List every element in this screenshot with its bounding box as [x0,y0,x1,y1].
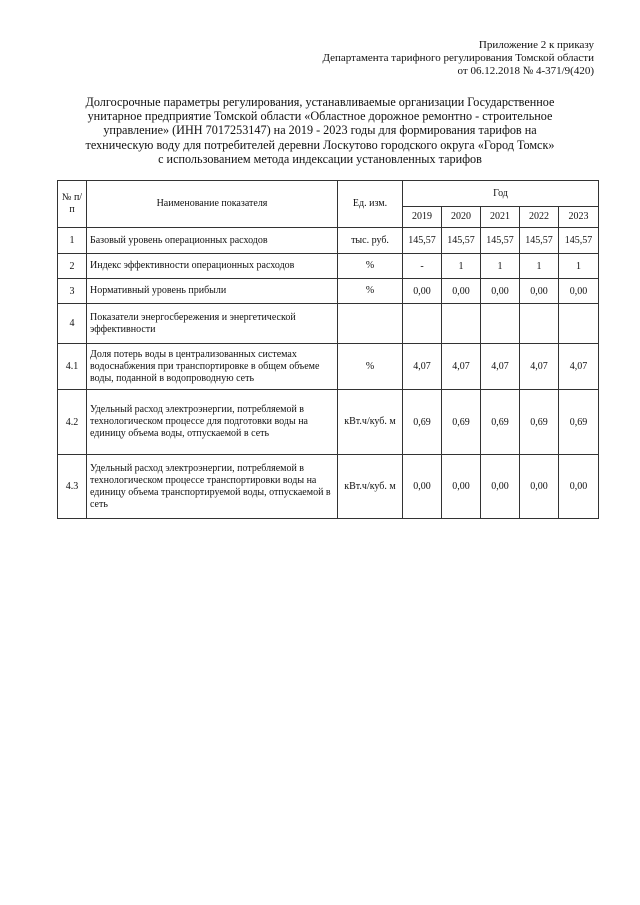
row-unit: % [338,254,403,279]
row-unit: кВт.ч/куб. м [338,455,403,519]
year-header: 2021 [481,207,520,228]
row-number: 1 [58,228,87,254]
row-name: Показатели энергосбережения и энергетической эффективности [87,304,338,344]
title-line: Долгосрочные параметры регулирования, устанавливаемые организации Государственное [85,95,555,109]
row-name: Нормативный уровень прибыли [87,279,338,304]
row-value: 0,69 [559,390,599,455]
row-value: 4,07 [442,344,481,390]
row-value: 1 [559,254,599,279]
row-value: 0,69 [442,390,481,455]
row-unit: % [338,344,403,390]
row-value [481,304,520,344]
table-row [58,390,599,455]
row-value: 1 [442,254,481,279]
table-row [58,279,599,304]
column-header-number: № п/п [58,181,87,228]
row-number: 4.2 [58,390,87,455]
row-number: 3 [58,279,87,304]
row-value [442,304,481,344]
row-number: 2 [58,254,87,279]
title-line: управление» (ИНН 7017253147) на 2019 - 2023 годы для формирования тарифов на [103,123,537,138]
table-row [58,228,599,254]
table-row [58,304,599,344]
row-value: 145,57 [559,228,599,254]
column-header-unit: Ед. изм. [338,181,403,228]
row-value [520,304,559,344]
table-header-row [58,181,599,207]
row-name: Удельный расход электроэнергии, потребляемой в технологическом процессе транспортировки воды на единицу объема транспортируемой воды, отпускаемой в сеть [87,455,338,519]
column-header-year: Год [403,181,599,207]
row-number: 4.1 [58,344,87,390]
row-value: 0,00 [520,279,559,304]
title-line: унитарное предприятие Томской области «Областное дорожное ремонтно - строительное [87,109,553,124]
year-header: 2020 [442,207,481,228]
row-value: 0,00 [481,279,520,304]
row-unit [338,304,403,344]
row-value: 0,00 [403,279,442,304]
parameters-table [57,180,599,519]
row-value: 0,00 [442,279,481,304]
year-header: 2022 [520,207,559,228]
row-value: 0,00 [481,455,520,519]
row-value: 0,00 [520,455,559,519]
row-unit: тыс. руб. [338,228,403,254]
row-name: Удельный расход электроэнергии, потребляемой в технологическом процессе для подготовки воды на единицу объема воды, отпускаемой в сеть [87,390,338,455]
row-value: 1 [481,254,520,279]
year-header: 2023 [559,207,599,228]
row-value: 145,57 [520,228,559,254]
row-value: - [403,254,442,279]
row-value: 0,69 [481,390,520,455]
document-header [322,39,594,78]
row-value: 4,07 [403,344,442,390]
header-line-order-date: от 06.12.2018 № 4-371/9(420) [457,65,594,77]
row-unit: кВт.ч/куб. м [338,390,403,455]
row-value: 0,69 [520,390,559,455]
row-number: 4.3 [58,455,87,519]
row-value: 4,07 [481,344,520,390]
table-row [58,344,599,390]
header-line-appendix: Приложение 2 к приказу [478,39,594,51]
row-value: 0,00 [442,455,481,519]
table-row [58,254,599,279]
row-value [559,304,599,344]
title-line: с использованием метода индексации установленных тарифов [158,151,482,166]
row-value: 0,00 [559,455,599,519]
document-title [58,95,582,166]
row-value [403,304,442,344]
row-value: 145,57 [403,228,442,254]
row-name: Индекс эффективности операционных расходов [87,254,338,279]
header-line-department: Департамента тарифного регулирования Томской области [322,52,594,64]
row-unit: % [338,279,403,304]
row-name: Доля потерь воды в централизованных системах водоснабжения при транспортировке в общем объеме воды, поданной в водопроводную сеть [87,344,338,390]
table-row [58,455,599,519]
row-value: 0,00 [559,279,599,304]
year-header: 2019 [403,207,442,228]
row-value: 145,57 [481,228,520,254]
column-header-name: Наименование показателя [87,181,338,228]
row-value: 4,07 [559,344,599,390]
row-value: 0,00 [403,455,442,519]
row-value: 4,07 [520,344,559,390]
row-value: 145,57 [442,228,481,254]
row-number: 4 [58,304,87,344]
title-line: техническую воду для потребителей деревни Лоскутово городского округа «Город Томск» [85,137,555,152]
row-name: Базовый уровень операционных расходов [87,228,338,254]
row-value: 0,69 [403,390,442,455]
row-value: 1 [520,254,559,279]
